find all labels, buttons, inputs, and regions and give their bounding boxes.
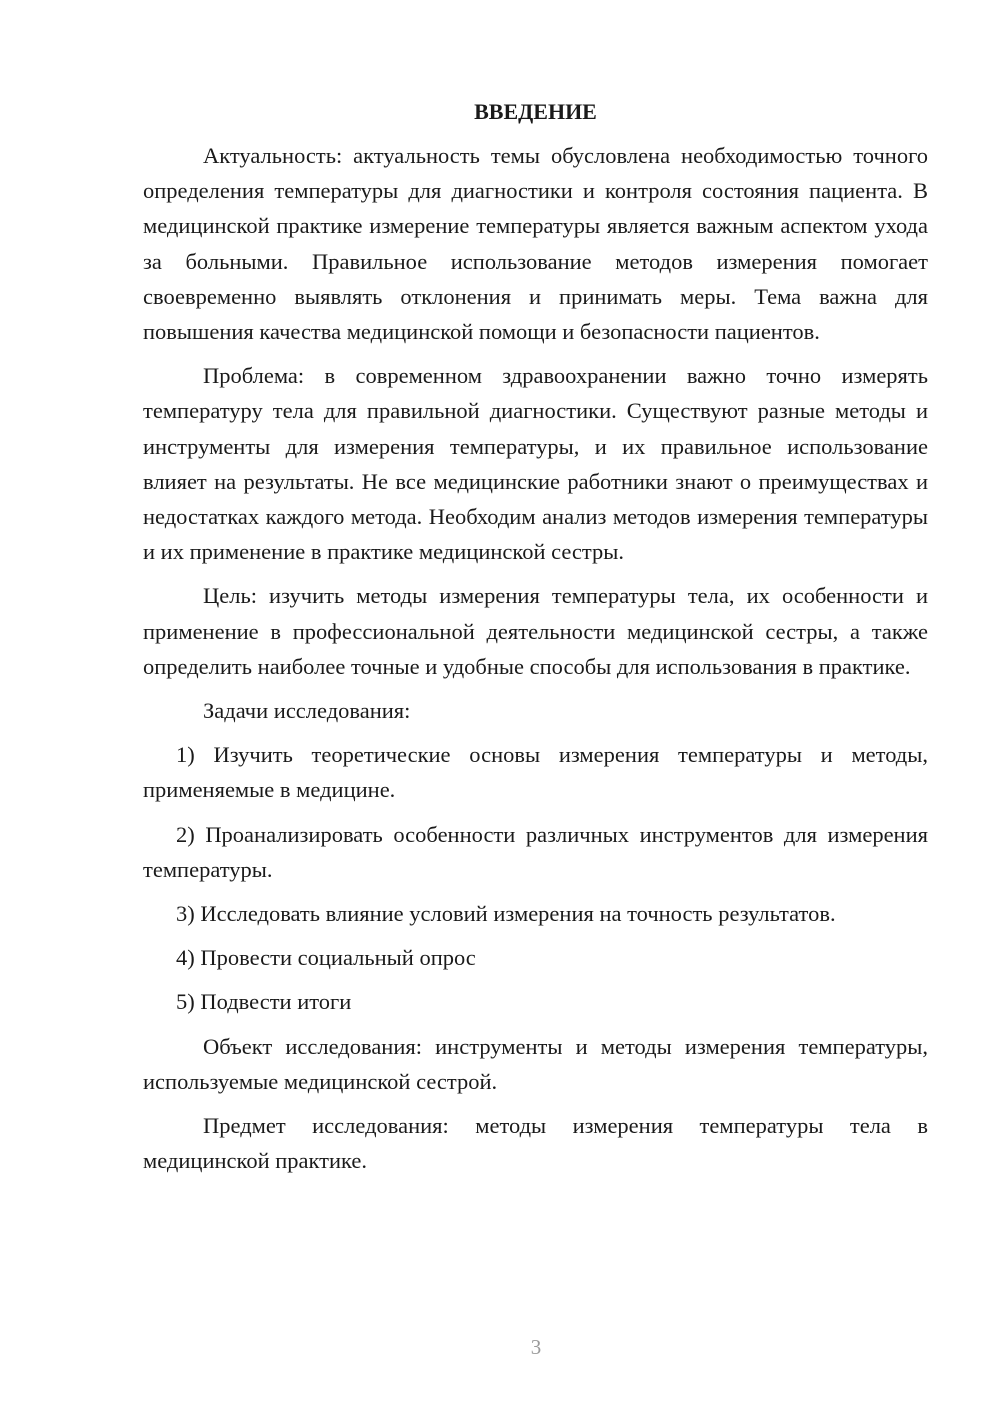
object-paragraph: Объект исследования: инструменты и методы измерения температуры, используемые медицинской сестрой.	[143, 1033, 928, 1094]
section-title: ВВЕДЕНИЕ	[474, 99, 597, 124]
tasks-heading: Задачи исследования:	[203, 698, 411, 724]
task-item: 3) Исследовать влияние условий измерения на точность результатов.	[176, 901, 836, 927]
task-item: 5) Подвести итоги	[176, 989, 352, 1015]
page-number: 3	[530, 1335, 542, 1359]
subject-paragraph: Предмет исследования: методы измерения температуры тела в медицинской практике.	[143, 1113, 928, 1174]
problem-paragraph: Проблема: в современном здравоохранении важно точно измерять температуру тела для правильной диагностики. Существуют разные методы и инструменты для измерения температуры, и их правильное использование влияет на результаты. Не все медицинские работники знают о преимуществах и недостатках каждого метода. Необходим анализ методов измерения температуры и их применение в практике медицинской сестры.	[143, 363, 928, 565]
task-item: 1) Изучить теоретические основы измерения температуры и методы, применяемые в медицине.	[143, 742, 928, 803]
task-item: 2) Проанализировать особенности различных инструментов для измерения температуры.	[143, 821, 928, 882]
page-content	[143, 94, 928, 1187]
goal-paragraph: Цель: изучить методы измерения температуры тела, их особенности и применение в профессиональной деятельности медицинской сестры, а также определить наиболее точные и удобные способы для использования в практике.	[143, 583, 928, 679]
task-item: 4) Провести социальный опрос	[176, 945, 476, 971]
relevance-paragraph: Актуальность: актуальность темы обусловлена необходимостью точного определения температуры для диагностики и контроля состояния пациента. В медицинской практике измерение температуры является важным аспектом ухода за больными. Правильное использование методов измерения помогает своевременно выявлять отклонения и принимать меры. Тема важна для повышения качества медицинской помощи и безопасности пациентов.	[143, 143, 928, 345]
